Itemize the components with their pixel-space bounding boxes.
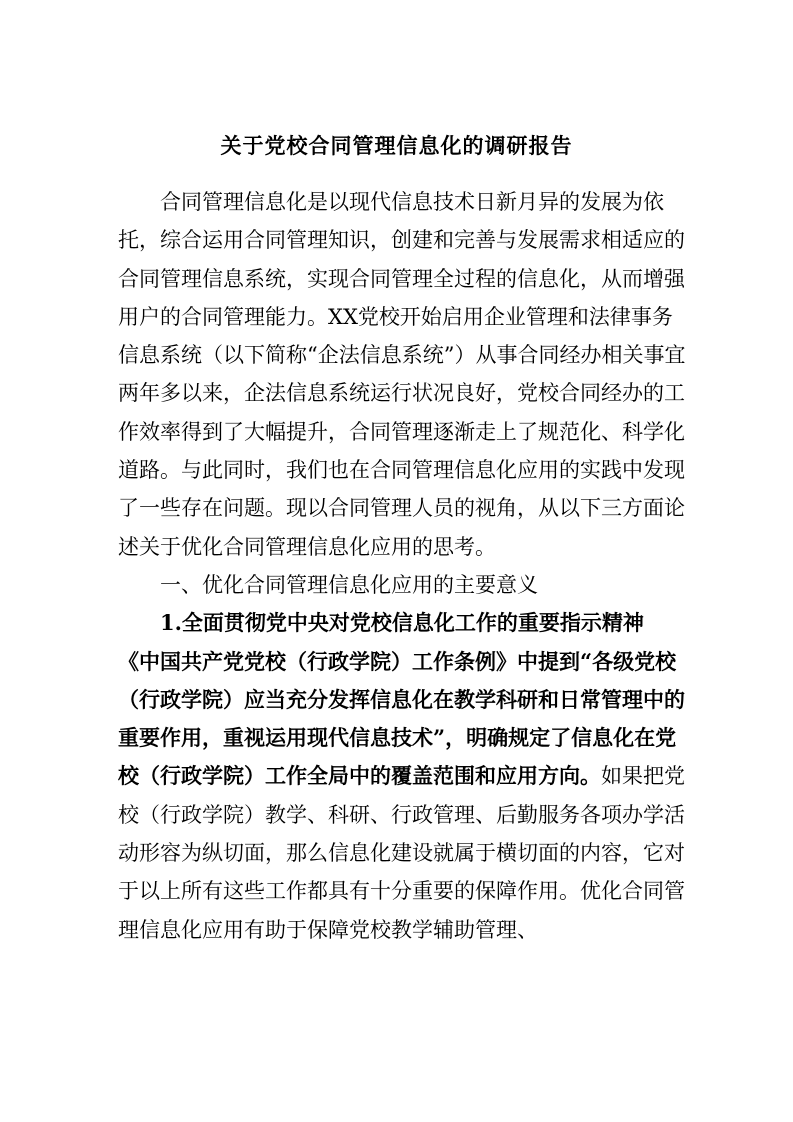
subsection-heading-1: 1.全面贯彻党中央对党校信息化工作的重要指示精神 bbox=[160, 610, 644, 636]
document-body bbox=[118, 183, 693, 949]
section-heading-1: 一、优化合同管理信息化应用的主要意义 bbox=[160, 572, 538, 597]
paragraph-2 bbox=[118, 643, 693, 949]
document-title: 关于党校合同管理信息化的调研报告 bbox=[220, 133, 573, 158]
paragraph-intro: 合同管理信息化是以现代信息技术日新月异的发展为依托，综合运用合同管理知识，创建和完善与发展需求相适应的合同管理信息系统，实现合同管理全过程的信息化，从而增强用户的合同管理能力。XX党校开始启用企业管理和法律事务信息系统（以下简称“企法信息系统”）从事合同经办相关事宜两年多以来，企法信息系统运行状况良好，党校合同经办的工作效率得到了大幅提升，合同管理逐渐走上了规范化、科学化道路。与此同时，我们也在合同管理信息化应用的实践中发现了一些存在问题。现以合同管理人员的视角，从以下三方面论述关于优化合同管理信息化应用的思考。 bbox=[118, 190, 686, 559]
paragraph-2-bold: 《中国共产党党校（行政学院）工作条例》中提到“各级党校（行政学院）应当充分发挥信息化在教学科研和日常管理中的重要作用，重视运用现代信息技术”，明确规定了信息化在党校（行政学院）工作全局中的覆盖范围和应用方向。 bbox=[118, 648, 685, 789]
paragraph-2-rest: 如果把党校（行政学院）教学、科研、行政管理、后勤服务各项办学活动形容为纵切面，那么信息化建设就属于横切面的内容，它对于以上所有这些工作都具有十分重要的保障作用。优化合同管理信息化应用有助于保障党校教学辅助管理、 bbox=[118, 764, 685, 942]
